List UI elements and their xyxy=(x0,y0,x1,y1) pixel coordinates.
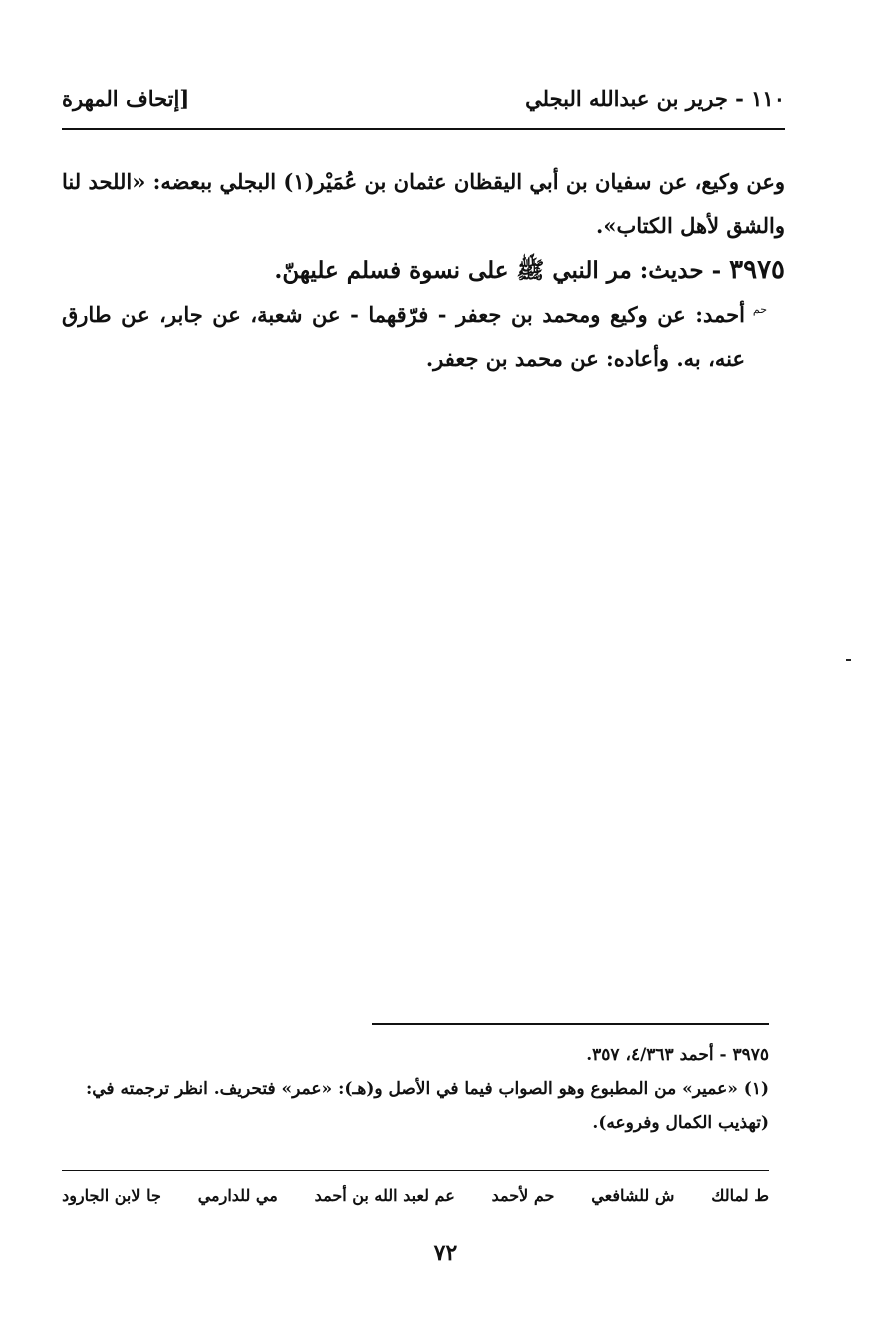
abbreviation-rule xyxy=(62,1170,769,1171)
stray-mark xyxy=(846,659,851,661)
footnotes xyxy=(62,1038,769,1140)
abbrev-item: عم لعبد الله بن أحمد xyxy=(314,1186,455,1205)
chapter-title: ١١٠ - جرير بن عبدالله البجلي xyxy=(525,85,785,111)
source-mark: حم xyxy=(752,303,767,316)
main-text xyxy=(62,160,785,381)
paragraph-1: وعن وكيع، عن سفيان بن أبي اليقظان عثمان بن عُمَيْر(١) البجلي ببعضه: «اللحد لنا والشق لأهل الكتاب». xyxy=(62,169,785,238)
paragraph-2: أحمد: عن وكيع ومحمد بن جعفر - فرّقهما - عن شعبة، عن جابر، عن طارق عنه، به. وأعاده: عن محمد بن جعفر. xyxy=(62,302,745,371)
page-header xyxy=(62,80,785,116)
header-rule xyxy=(62,128,785,130)
abbrev-item: ش للشافعي xyxy=(591,1186,675,1205)
abbrev-item: حم لأحمد xyxy=(491,1186,555,1205)
page-number: ٧٢ xyxy=(433,1240,458,1266)
abbrev-item: مي للدارمي xyxy=(197,1186,278,1205)
hadith-heading xyxy=(62,248,785,293)
footnote-rule xyxy=(372,1023,769,1025)
abbrev-item: جا لابن الجارود xyxy=(62,1186,161,1205)
hadith-number: ٣٩٧٥ xyxy=(729,255,785,285)
hadith-text: - حديث: مر النبي ﷺ على نسوة فسلم عليهنّ. xyxy=(274,257,722,284)
book-title: [إتحاف المهرة xyxy=(62,85,190,111)
abbreviation-key xyxy=(62,1186,769,1205)
footnote-reference: ٣٩٧٥ - أحمد ٤/٣٦٣، ٣٥٧. xyxy=(586,1045,769,1065)
abbrev-item: ط لمالك xyxy=(711,1186,769,1205)
footnote-1: (١) «عمير» من المطبوع وهو الصواب فيما في الأصل و(هـ): «عمر» فتحريف. انظر ترجمته في: (تهذيب الكمال وفروعه). xyxy=(85,1079,769,1133)
